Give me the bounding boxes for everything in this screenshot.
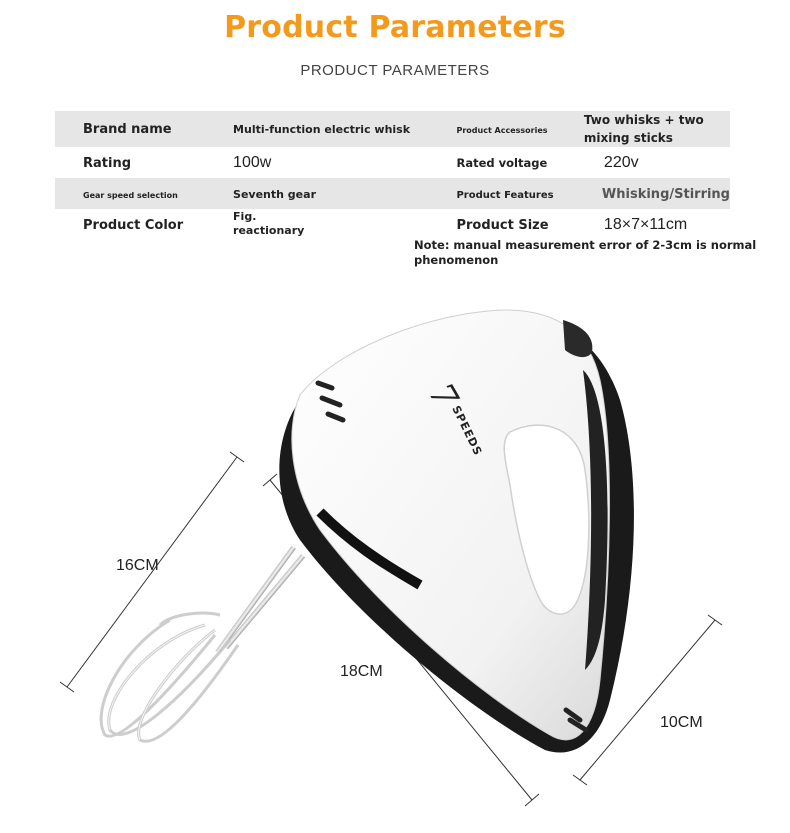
dim-label-10cm: 10CM [660,714,703,731]
logo-text: SPEEDS [449,403,485,458]
measurement-note: Note: manual measurement error of 2-3cm is normal phenomenon [414,238,757,267]
param-value: Whisking/Stirring [601,186,730,202]
param-value: 220v [603,153,639,171]
table-row [55,178,730,209]
dim-label-18cm: 18CM [340,663,383,680]
param-key: Product Size [456,217,549,233]
param-key: Rated voltage [456,155,548,170]
whisk-beaters [101,546,305,742]
mixer-body [279,310,634,753]
param-value: 18×7×11cm [603,215,688,233]
param-key: Product Features [456,189,554,201]
param-value: Fig. reactionary [233,210,305,237]
param-key: Gear speed selection [83,190,178,200]
table-row [55,147,730,178]
table-row [55,111,730,147]
param-key: Brand name [83,122,172,137]
param-value: 100w [233,153,272,171]
param-value: Two whisks + two mixing sticks [583,113,704,145]
logo-number: 7 [420,376,466,416]
param-value: Seventh gear [233,187,316,201]
parameters-table [55,111,730,240]
param-key: Product Accessories [456,126,548,135]
table-row [55,209,730,240]
param-key: Rating [83,155,132,171]
page-title: Product Parameters [224,10,566,45]
param-value: Multi-function electric whisk [233,123,411,136]
param-key: Product Color [83,217,184,233]
dim-label-16cm: 16CM [116,557,159,574]
hand-mixer-illustration [0,280,790,833]
page-subtitle: PRODUCT PARAMETERS [300,62,490,79]
